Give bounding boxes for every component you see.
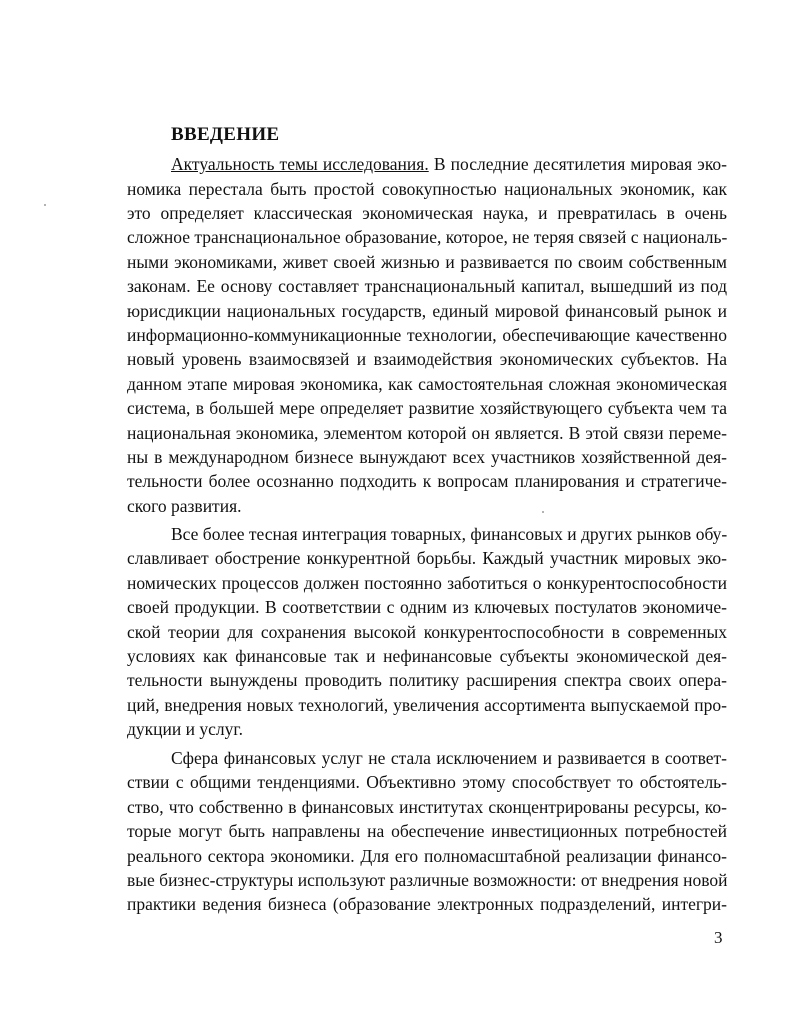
paragraph-1-line: информационно-коммуникационные технологии, обеспечивающие качественно [127, 325, 727, 345]
paragraph-1-line-text: В последние десятилетия мировая эко- [428, 154, 728, 174]
paragraph-2-line: номических процессов должен постоянно заботиться о конкурентоспособности [127, 573, 727, 593]
section-heading: ВВЕДЕНИЕ [171, 124, 280, 145]
page-number: 3 [714, 928, 723, 947]
paragraph-3-line: ствии с общими тенденциями. Объективно этому способствует то обстоятель- [127, 772, 727, 792]
paragraph-2-line: Все более тесная интеграция товарных, финансовых и других рынков обу- [171, 524, 728, 544]
paragraph-2-line: ций, внедрения новых технологий, увеличения ассортимента выпускаемой про- [127, 695, 727, 715]
paragraph-1-line: законам. Ее основу составляет транснациональный капитал, вышедший из под [127, 276, 727, 296]
paragraph-1-line: ского развития. [127, 496, 242, 516]
paragraph-2-line: тельности вынуждены проводить политику расширения спектра своих опера- [127, 670, 727, 690]
paragraph-1-line: ны в международном бизнесе вынуждают всех участников хозяйственной дея- [127, 447, 727, 467]
paragraph-2-line: своей продукции. В соответствии с одним из ключевых постулатов экономиче- [127, 597, 727, 617]
paragraph-1-line [171, 152, 727, 176]
paragraph-1-line: это определяет классическая экономическая наука, и превратилась в очень [127, 203, 727, 223]
paragraph-3-line: Сфера финансовых услуг не стала исключением и развивается в соответ- [171, 748, 727, 768]
paragraph-2-line: условиях как финансовые так и нефинансовые субъекты экономической дея- [127, 646, 727, 666]
paragraph-3-line: реального сектора экономики. Для его полномасштабной реализации финансо- [127, 846, 727, 866]
paragraph-3-line: практики ведения бизнеса (образование электронных подразделений, интегри- [127, 894, 727, 914]
paragraph-1-line: новый уровень взаимосвязей и взаимодействия экономических субъектов. На [127, 349, 727, 369]
paragraph-2-line: дукции и услуг. [127, 719, 243, 739]
paragraph-3-line: ство, что собственно в финансовых институтах сконцентрированы ресурсы, ко- [127, 797, 727, 817]
topic-relevance-label: Актуальность темы исследования. [171, 154, 429, 174]
scan-speck [44, 204, 46, 206]
paragraph-1-line: данном этапе мировая экономика, как самостоятельная сложная экономическая [127, 374, 727, 394]
paragraph-1-line: ными экономиками, живет своей жизнью и развивается по своим собственным [127, 252, 727, 272]
paragraph-1-line: тельности более осознанно подходить к вопросам планирования и стратегиче- [127, 471, 727, 491]
paragraph-3-line: торые могут быть направлены на обеспечение инвестиционных потребностей [127, 821, 727, 841]
paragraph-2-line: ской теории для сохранения высокой конкурентоспособности в современных [127, 622, 727, 642]
paragraph-1-line: система, в большей мере определяет развитие хозяйствующего субъекта чем та [127, 398, 727, 418]
paragraph-2-line: славливает обострение конкурентной борьбы. Каждый участник мировых эко- [127, 548, 727, 568]
scan-speck [542, 511, 544, 513]
paragraph-1-line: национальная экономика, элементом которой он является. В этой связи переме- [127, 423, 727, 443]
paragraph-1-line: сложное транснациональное образование, которое, не теряя связей с националь- [127, 227, 728, 247]
paragraph-1-line: юрисдикции национальных государств, единый мировой финансовый рынок и [127, 301, 727, 321]
paragraph-1-line: номика перестала быть простой совокупностью национальных экономик, как [127, 179, 727, 199]
paragraph-3-line: вые бизнес-структуры используют различные возможности: от внедрения новой [127, 870, 728, 890]
